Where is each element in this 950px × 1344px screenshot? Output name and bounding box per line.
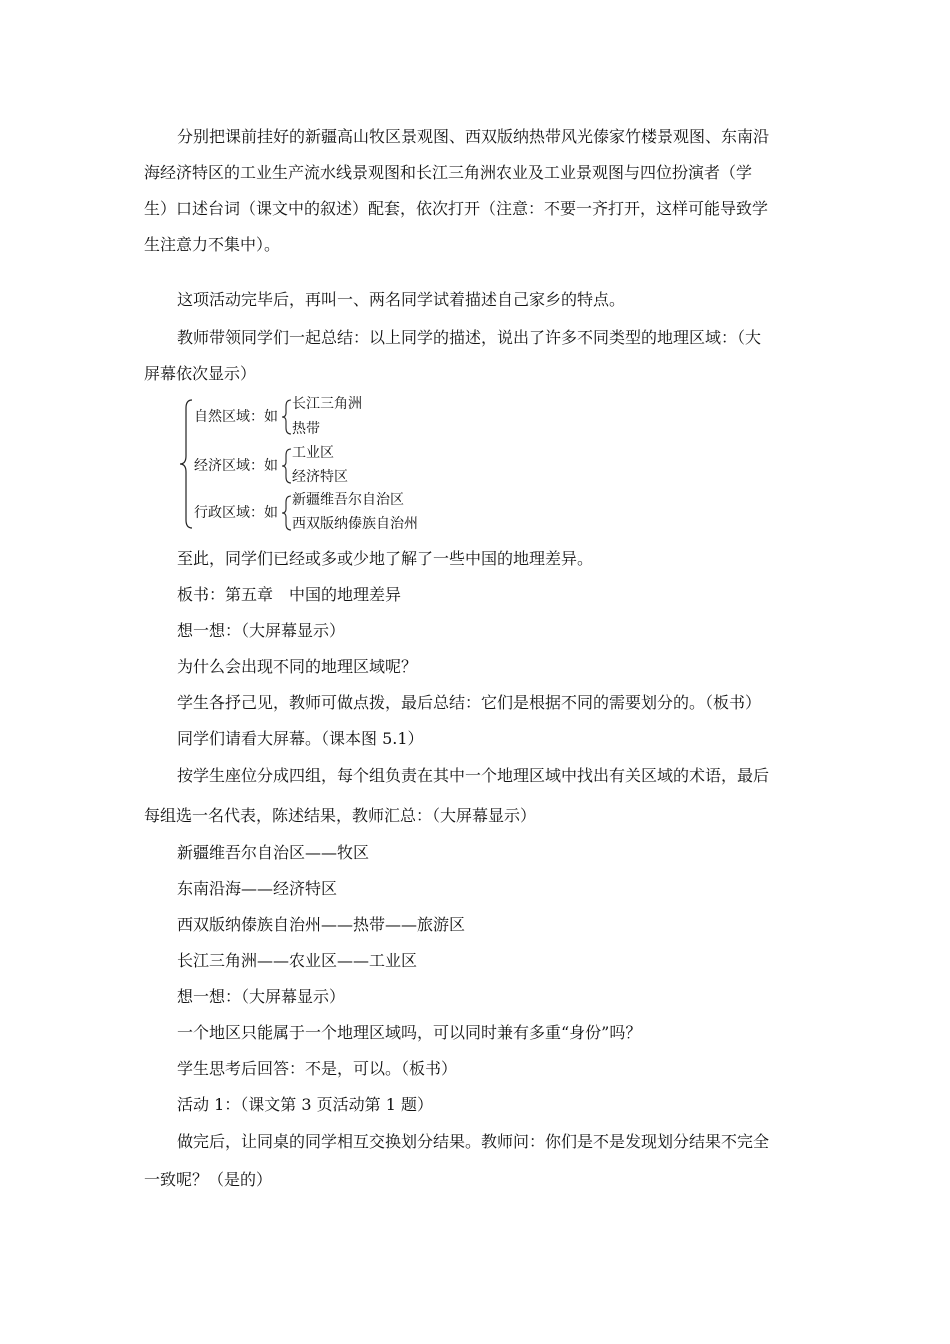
paragraph-line: 分别把课前挂好的新疆高山牧区景观图、西双版纳热带风光傣家竹楼景观图、东南沿 — [177, 127, 770, 146]
list-item: 新疆维吾尔自治区——牧区 — [177, 843, 370, 862]
paragraph-line: 一个地区只能属于一个地理区域吗，可以同时兼有多重“身份”吗？ — [177, 1023, 642, 1042]
paragraph-line: 活动 1：（课文第 3 页活动第 1 题） — [177, 1095, 433, 1114]
paragraph-line: 屏幕依次显示） — [144, 364, 257, 383]
admin-region-item: 新疆维吾尔自治区 — [292, 492, 404, 508]
paragraph-line: 这项活动完毕后，再叫一、两名同学试着描述自己家乡的特点。 — [177, 290, 626, 309]
economic-region-label: 经济区域：如 — [194, 458, 278, 474]
paragraph-line: 生注意力不集中）。 — [144, 235, 281, 254]
natural-region-item: 热带 — [292, 421, 320, 437]
paragraph-line: 同学们请看大屏幕。（课本图 5.1） — [177, 729, 424, 748]
paragraph-line: 学生各抒己见，教师可做点拨，最后总结：它们是根据不同的需要划分的。（板书） — [177, 693, 762, 712]
admin-region-item: 西双版纳傣族自治州 — [292, 516, 418, 532]
economic-region-item: 经济特区 — [292, 469, 348, 485]
paragraph-line: 想一想：（大屏幕显示） — [177, 987, 346, 1006]
paragraph-line: 教师带领同学们一起总结：以上同学的描述，说出了许多不同类型的地理区域：（大 — [177, 328, 762, 347]
natural-region-label: 自然区域：如 — [194, 409, 278, 425]
paragraph-line: 每组选一名代表，陈述结果，教师汇总：（大屏幕显示） — [144, 806, 537, 825]
list-item: 西双版纳傣族自治州——热带——旅游区 — [177, 915, 466, 934]
region-classification-tree — [180, 394, 480, 534]
paragraph-line: 生）口述台词（课文中的叙述）配套，依次打开（注意：不要一齐打开，这样可能导致学 — [144, 199, 769, 218]
board-note: 板书：第五章 中国的地理差异 — [177, 585, 402, 604]
paragraph-line: 想一想：（大屏幕显示） — [177, 621, 346, 640]
paragraph-line: 一致呢？（是的） — [144, 1170, 273, 1189]
natural-region-item: 长江三角洲 — [292, 396, 362, 412]
paragraph-line: 按学生座位分成四组，每个组负责在其中一个地理区域中找出有关区域的术语，最后 — [177, 766, 770, 785]
admin-region-label: 行政区域：如 — [194, 505, 278, 521]
paragraph-line: 至此，同学们已经或多或少地了解了一些中国的地理差异。 — [177, 549, 594, 568]
economic-region-item: 工业区 — [292, 445, 334, 461]
paragraph-line: 为什么会出现不同的地理区域呢？ — [177, 657, 418, 676]
list-item: 东南沿海——经济特区 — [177, 879, 338, 898]
paragraph-line: 海经济特区的工业生产流水线景观图和长江三角洲农业及工业景观图与四位扮演者（学 — [144, 163, 753, 182]
list-item: 长江三角洲——农业区——工业区 — [177, 951, 418, 970]
paragraph-line: 做完后，让同桌的同学相互交换划分结果。教师问：你们是不是发现划分结果不完全 — [177, 1132, 770, 1151]
paragraph-line: 学生思考后回答：不是，可以。（板书） — [177, 1059, 458, 1078]
